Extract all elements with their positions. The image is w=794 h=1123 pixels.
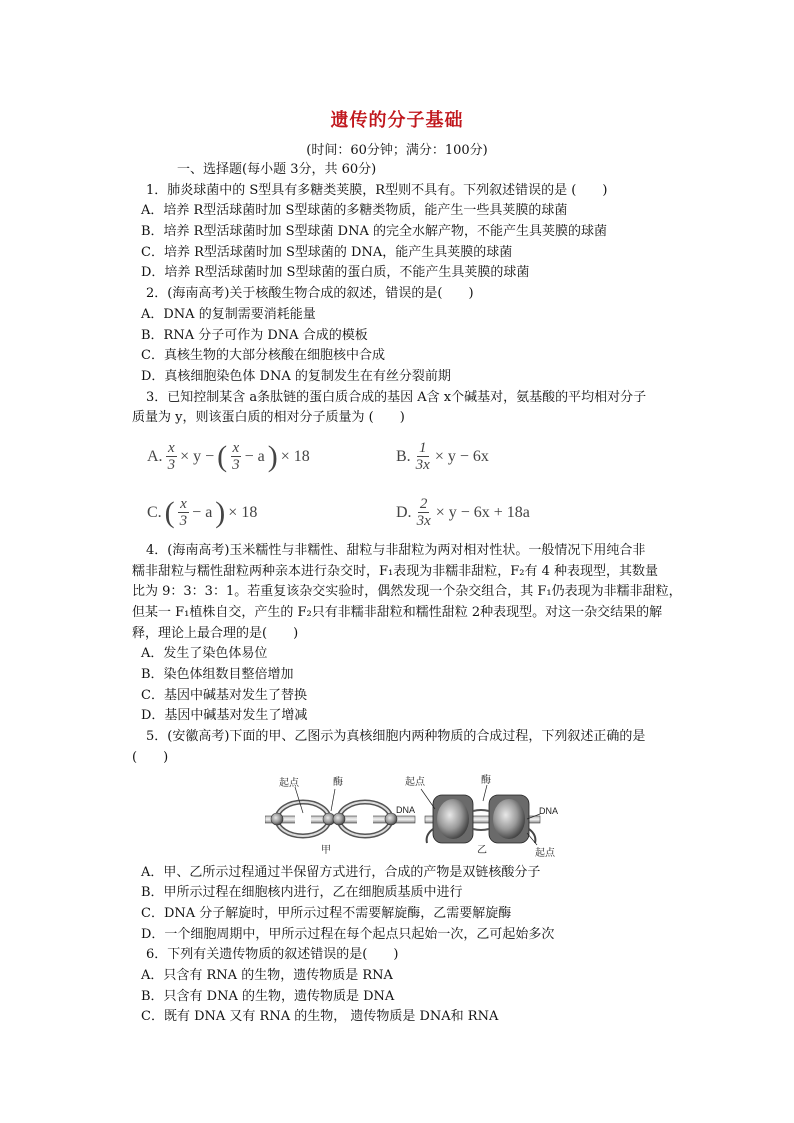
question-2: 2．(海南高考)关于核酸生物合成的叙述，错误的是( ): [146, 286, 474, 302]
option-b: B．RNA 分子可作为 DNA 合成的模板: [141, 327, 368, 343]
question-6: 6．下列有关遗传物质的叙述错误的是( ): [146, 947, 399, 963]
question-stem: 2．(海南高考)关于核酸生物合成的叙述，错误的是(: [146, 286, 443, 302]
question-4-line-3: 比为 9：3：3：1。若重复该杂交实验时，偶然发现一个杂交组合，其 F₁仍表现为非糯非甜粒，: [132, 584, 682, 600]
diagram-jia: [265, 775, 415, 856]
fraction: $\frac{x}{3}$: [232, 439, 240, 474]
replication-transcription-figure: [0, 771, 794, 859]
formula-row-ab: [0, 429, 794, 485]
fig-label-dna: DNA: [396, 804, 416, 815]
option-a: A．发生了染色体易位: [141, 646, 268, 662]
formula-option-c: C. ( $\frac{x}{3}$ − a ) × 18: [147, 495, 258, 530]
option-d: D．真核细胞染色体 DNA 的复制发生在有丝分裂前期: [141, 368, 451, 384]
exam-meta: (时间：60分钟；满分：100分): [306, 143, 488, 158]
fig-label-qidian: 起点: [405, 776, 425, 788]
option-a: A．甲、乙所示过程通过半保留方式进行，合成的产物是双链核酸分子: [141, 864, 541, 880]
fig-label-mei: 酶: [333, 776, 343, 788]
figure-diagram: [265, 771, 565, 857]
fraction: $\frac{x}{3}$: [179, 495, 188, 530]
question-4-line-2: 糯非甜粒与糯性甜粒两种亲本进行杂交时，F₁表现为非糯非甜粒，F₂有 4 种表现型，其数量: [132, 563, 658, 579]
option-c: C．真核生物的大部分核酸在细胞核中合成: [141, 348, 385, 364]
fig-label-qidian: 起点: [279, 777, 299, 789]
option-b: B．甲所示过程在细胞核内进行，乙在细胞质基质中进行: [141, 885, 463, 901]
question-4-line-1: 4．(海南高考)玉米糯性与非糯性、甜粒与非甜粒为两对相对性状。一般情况下用纯合非: [146, 542, 646, 558]
question-5-line-1: 5．(安徽高考)下面的甲、乙图示为真核细胞内两种物质的合成过程，下列叙述正确的是: [146, 729, 646, 745]
fig-label-yi: 乙: [477, 844, 487, 856]
question-5-line-2: ( ): [132, 749, 169, 765]
page-title: 遗传的分子基础: [330, 110, 464, 131]
option-a: A．只含有 RNA 的生物，遗传物质是 RNA: [141, 967, 393, 983]
fig-label-mei: 酶: [481, 774, 491, 786]
question-stem: 6．下列有关遗传物质的叙述错误的是(: [146, 947, 368, 963]
fig-label-qidian: 起点: [535, 847, 555, 857]
question-4-line-4: 但某一 F₁植株自交，产生的 F₂只有非糯非甜粒和糯性甜粒 2种表现型。对这一杂交结果的解: [132, 605, 663, 620]
fig-label-jia: 甲: [321, 844, 331, 856]
option-d: D．基因中碱基对发生了增减: [141, 708, 308, 724]
fraction: $\frac{x}{3}$: [167, 439, 176, 474]
option-d: D．一个细胞周期中，甲所示过程在每个起点只起始一次，乙可起始多次: [141, 926, 555, 942]
option-c: C．基因中碱基对发生了替换: [141, 687, 307, 703]
fig-label-dna: DNA: [539, 805, 559, 816]
question-3-line-2: 质量为 y，则该蛋白质的相对分子质量为 ( ): [132, 410, 405, 426]
formula-option-a: A. $\frac{x}{3}$ × y − ( $\frac{x}{3}$ − a ) × 18: [147, 439, 310, 474]
question-3-line-1: 3．已知控制某含 a条肽链的蛋白质合成的基因 A含 x个碱基对，氨基酸的平均相对分子: [146, 389, 647, 405]
option-c: C．既有 DNA 又有 RNA 的生物， 遗传物质是 DNA和 RNA: [141, 1009, 499, 1025]
formula-option-d: D. $\frac{2}{3x}$ × y − 6x + 18a: [396, 495, 530, 530]
option-c: C．培养 R型活球菌时加 S型球菌的 DNA，能产生具荚膜的球菌: [141, 244, 513, 260]
exam-content: [0, 160, 794, 1028]
question-4-line-5: 释，理论上最合理的是( ): [132, 625, 299, 641]
section-heading: 一、选择题(每小题 3分，共 60分): [177, 162, 377, 177]
option-a: A．DNA 的复制需要消耗能量: [141, 306, 316, 322]
fraction: $\frac{2}{3x}$: [416, 495, 431, 530]
option-b: B．培养 R型活球菌时加 S型球菌 DNA 的完全水解产物，不能产生具荚膜的球菌: [141, 224, 607, 240]
fraction: $\frac{1}{3x}$: [415, 439, 430, 474]
option-d: D．培养 R型活球菌时加 S型球菌的蛋白质，不能产生具荚膜的球菌: [141, 265, 530, 281]
option-b: B．染色体组数目整倍增加: [141, 667, 294, 683]
option-c: C．DNA 分子解旋时，甲所示过程不需要解旋酶，乙需要解旋酶: [141, 905, 512, 921]
option-b: B．只含有 DNA 的生物，遗传物质是 DNA: [141, 988, 395, 1004]
option-a: A．培养 R型活球菌时加 S型球菌的多糖类物质，能产生一些具荚膜的球菌: [141, 203, 568, 219]
formula-row-cd: [0, 485, 794, 541]
question-stem: 1．肺炎球菌中的 S型具有多糖类荚膜，R型则不具有。下列叙述错误的是 (: [146, 182, 577, 198]
question-1: 1．肺炎球菌中的 S型具有多糖类荚膜，R型则不具有。下列叙述错误的是 ( ): [146, 182, 608, 198]
diagram-yi: [405, 773, 558, 857]
formula-option-b: B. $\frac{1}{3x}$ × y − 6x: [396, 439, 489, 474]
